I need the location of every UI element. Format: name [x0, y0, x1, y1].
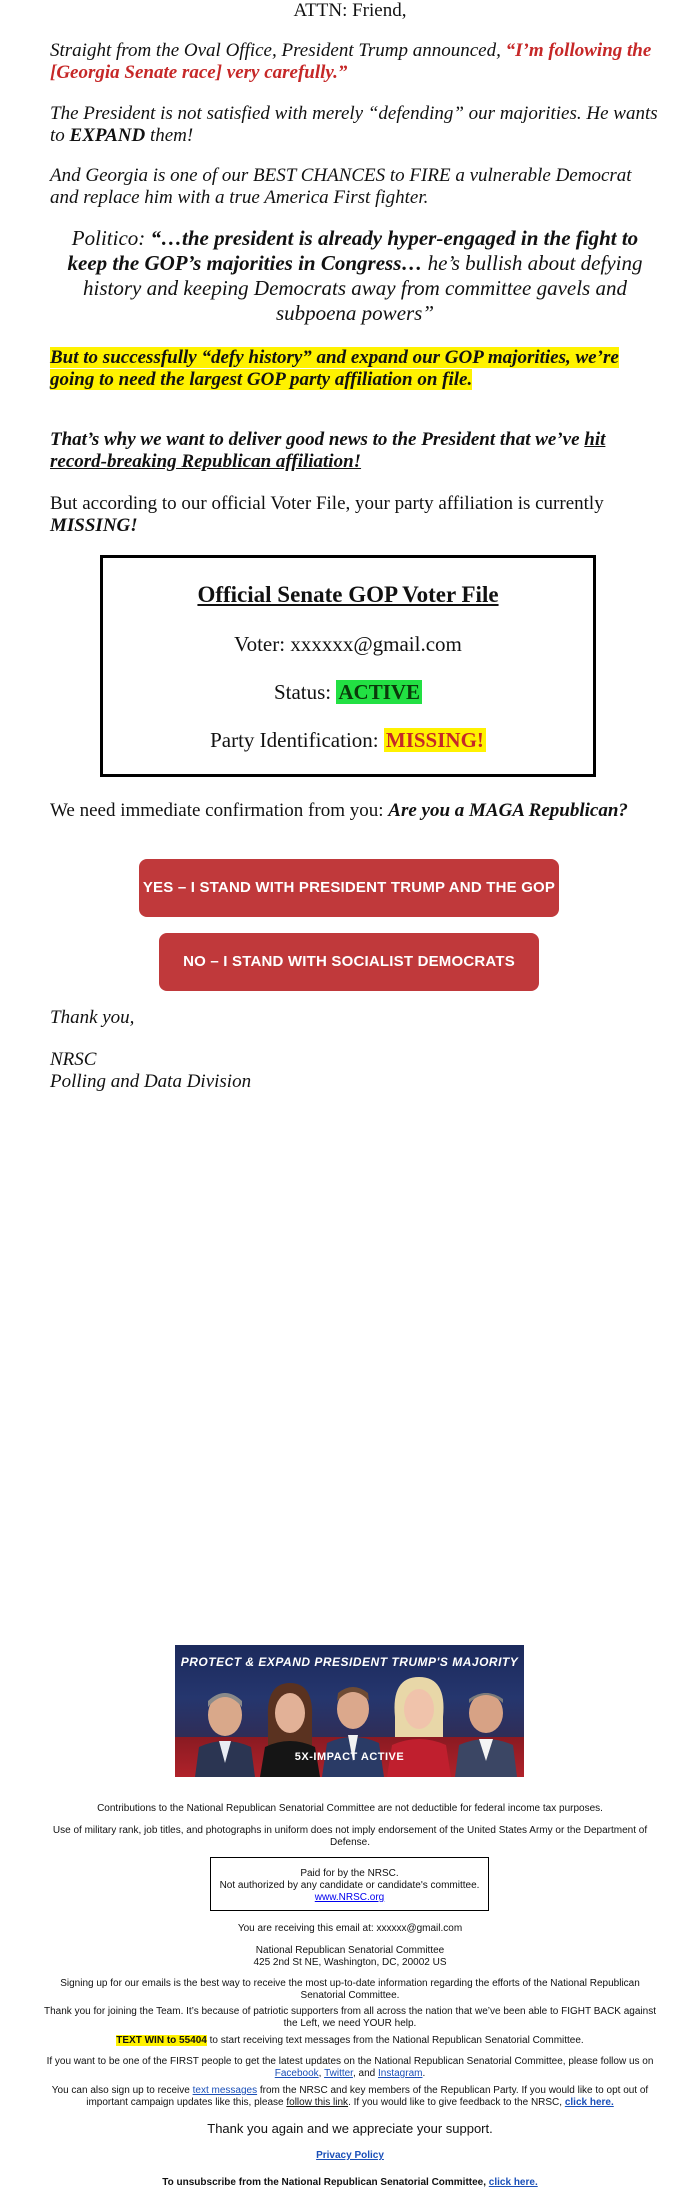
twitter-link[interactable]: Twitter	[324, 2068, 353, 2079]
signoff-thanks: Thank you,	[50, 1007, 135, 1028]
text-messages-link[interactable]: text messages	[192, 2085, 258, 2096]
instagram-link[interactable]: Instagram	[378, 2068, 423, 2079]
text-win-line: TEXT WIN to 55404 to start receiving text messages from the National Republican Senatorial Committee.	[116, 2035, 584, 2046]
status-line: Status: ACTIVE	[273, 680, 421, 704]
no-button[interactable]: NO – I STAND WITH SOCIALIST DEMOCRATS	[159, 933, 539, 991]
yes-button[interactable]: YES – I STAND WITH PRESIDENT TRUMP AND THE GOP	[139, 859, 559, 917]
paragraph-oval-office: Straight from the Oval Office, President Trump announced, “I’m following the [Georgia Senate race] very carefully.”	[50, 40, 652, 83]
privacy-line	[40, 2150, 660, 2162]
facebook-link[interactable]: Facebook	[274, 2068, 319, 2079]
signoff-division: Polling and Data Division	[50, 1071, 252, 1092]
unsubscribe-link[interactable]: click here.	[488, 2177, 538, 2188]
voter-file-box	[100, 555, 596, 777]
follow-us-text: If you want to be one of the FIRST people to get the latest updates on the National Republican Senatorial Committee, please follow us on Facebook, Twitter, and Instagram.	[46, 2056, 654, 2079]
feedback-link[interactable]: click here.	[564, 2097, 614, 2108]
unsubscribe-line: To unsubscribe from the National Republican Senatorial Committee, click here.	[162, 2177, 538, 2188]
tax-disclaimer: Contributions to the National Republican Senatorial Committee are not deductible for federal income tax purposes.	[97, 1803, 603, 1814]
signup-text: You can also sign up to receive text messages from the NRSC and key members of the Republican Party. If you would like to opt out of important campaign updates like this, please follow this link. If you would like to give feedback to the NRSC, click here.	[51, 2085, 649, 2108]
status-badge: ACTIVE	[338, 680, 421, 704]
paragraph-confirmation: We need immediate confirmation from you: Are you a MAGA Republican?	[50, 800, 628, 821]
signoff-org: NRSC	[50, 1049, 97, 1070]
paragraph-defy-history: But to successfully “defy history” and expand our GOP majorities, we’re going to need the largest GOP party affiliation on file.	[50, 347, 619, 390]
party-line: Party Identification: MISSING!	[210, 728, 484, 752]
text-win-highlight: TEXT WIN to 55404	[116, 2035, 207, 2046]
paragraph-georgia: And Georgia is one of our BEST CHANCES to FIRE a vulnerable Democrat and replace him with a true America First fighter.	[50, 165, 632, 208]
paragraph-missing: But according to our official Voter File, your party affiliation is currently MISSING!	[50, 493, 604, 536]
majority-banner[interactable]	[175, 1645, 524, 1777]
thank-you-again: Thank you again and we appreciate your support.	[207, 2121, 493, 2136]
voter-file-title: Official Senate GOP Voter File	[197, 582, 499, 607]
address-name: National Republican Senatorial Committee	[255, 1945, 445, 1956]
trump-quote: “I’m following the [Georgia Senate race] very carefully.”	[50, 40, 652, 83]
candidate-photo-1	[195, 1685, 255, 1777]
banner-title: PROTECT & EXPAND PRESIDENT TRUMP'S MAJORITY	[180, 1655, 519, 1669]
paragraph-expand: The President is not satisfied with merely “defending” our majorities. He wants to EXPAND them!	[50, 103, 658, 146]
party-badge: MISSING!	[385, 728, 484, 752]
address-street: 425 2nd St NE, Washington, DC, 20002 US	[253, 1957, 447, 1968]
receiving-email: You are receiving this email at: xxxxxx@gmail.com	[237, 1923, 463, 1934]
join-team-text: Thank you for joining the Team. It’s because of patriotic supporters from all across the nation that we’ve been able to FIGHT BACK against the Left, we need YOUR help.	[44, 2006, 656, 2029]
voter-line: Voter: xxxxxx@gmail.com	[234, 632, 462, 656]
banner-subtitle: 5X-IMPACT ACTIVE	[294, 1751, 405, 1763]
privacy-policy-link[interactable]: Privacy Policy	[316, 2150, 384, 2161]
paid-for-box: Paid for by the NRSC. Not authorized by any candidate or candidate's committee. www.NRSC.org	[210, 1857, 489, 1911]
paragraph-good-news: That’s why we want to deliver good news to the President that we’ve hit record-breaking Republican affiliation!	[50, 429, 606, 472]
nrsc-link[interactable]: www.NRSC.org	[314, 1892, 385, 1903]
military-disclaimer: Use of military rank, job titles, and photographs in uniform does not imply endorsement of the United States Army or the Department of Defense.	[52, 1825, 648, 1848]
greeting: ATTN: Friend,	[293, 0, 407, 21]
signing-up-text: Signing up for our emails is the best way to receive the most up-to-date information regarding the efforts of the National Republican Senatorial Committee.	[60, 1978, 640, 2001]
voter-email: xxxxxx@gmail.com	[290, 632, 462, 656]
opt-out-link[interactable]: follow this link	[286, 2097, 349, 2108]
politico-quote: Politico: “…the president is already hyper-engaged in the fight to keep the GOP’s majorities in Congress… he’s bullish about defying history and keeping Democrats away from committee gavels and subpoena powers”	[67, 226, 643, 325]
